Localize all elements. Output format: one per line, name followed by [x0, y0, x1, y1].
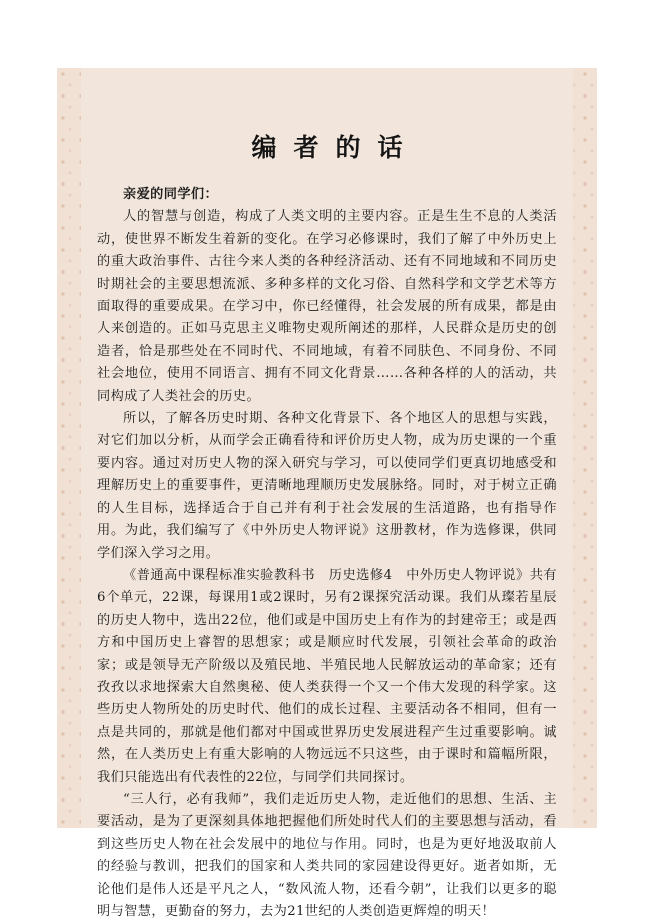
- paragraph: 人的智慧与创造，构成了人类文明的主要内容。正是生生不息的人类活动，使世界不断发生着新的变化。在学习必修课时，我们了解了中外历史上的重大政治事件、古往今来人类的各种经济活动、还有不同地域和不同历史时期社会的主要思想流派、多种多样的文化习俗、自然科学和文学艺术等方面取得的重要成果。在学习中，你已经懂得，社会发展的所有成果，都是由人来创造的。正如马克思主义唯物史观所阐述的那样，人民群众是历史的创造者，恰是那些处在不同时代、不同地域，有着不同肤色、不同身份、不同社会地位，使用不同语言、拥有不同文化背景……各种各样的人的活动，共同构成了人类社会的历史。: [97, 209, 557, 404]
- page-title: 编者的话: [251, 133, 420, 162]
- paragraph: 所以，了解各历史时期、各种文化背景下、各个地区人的思想与实践，对它们加以分析，从而学会正确看待和评价历史人物，成为历史课的一个重要内容。通过对历史人物的深入研究与学习，可以使同学们更真切地感受和理解历史上的重要事件，更清晰地理顺历史发展脉络。同时，对于树立正确的人生目标，选择适合于自己并有利于社会发展的生活道路，也有指导作用。为此，我们编写了《中外历史人物评说》这册教材，作为选修课，供同学们深入学习之用。: [97, 411, 557, 561]
- paragraph: “三人行，必有我师”，我们走近历史人物，走近他们的思想、生活、主要活动，是为了更深刻具体地把握他们所处时代人们的主要思想与活动，看到这些历史人物在社会发展中的地位与作用。同时，也是为更好地汲取前人的经验与教训，把我们的国家和人类共同的家园建设得更好。逝者如斯，无论他们是伟人还是平凡之人，“数风流人物，还看今朝”，让我们以更多的聪明与智慧，更勤奋的努力，去为21世纪的人类创造更辉煌的明天！: [97, 791, 557, 919]
- text-panel: [81, 68, 573, 919]
- decorative-page-background: [57, 68, 597, 919]
- letter-body: [97, 184, 557, 923]
- paragraph: 《普通高中课程标准实验教科书 历史选修4 中外历史人物评说》共有6个单元，22课，每课用1或2课时，另有2课探究活动课。我们从璨若星辰的历史人物中，选出22位，他们或是中国历史上有作为的封建帝王；或是西方和中国历史上睿智的思想家；或是顺应时代发展，引领社会革命的政治家；或是领导无产阶级以及殖民地、半殖民地人民解放运动的革命家；还有孜孜以求地探索大自然奥秘、使人类获得一个又一个伟大发现的科学家。这些历史人物所处的历史时代、他们的成长过程、主要活动各不相同，但有一点是共同的，那就是他们都对中国或世界历史发展进程产生过重要影响。诚然，在人类历史上有重大影响的人物远远不只这些，由于课时和篇幅所限，我们只能选出有代表性的22位，与同学们共同探讨。: [97, 567, 557, 785]
- greeting: 亲爱的同学们：: [123, 187, 219, 202]
